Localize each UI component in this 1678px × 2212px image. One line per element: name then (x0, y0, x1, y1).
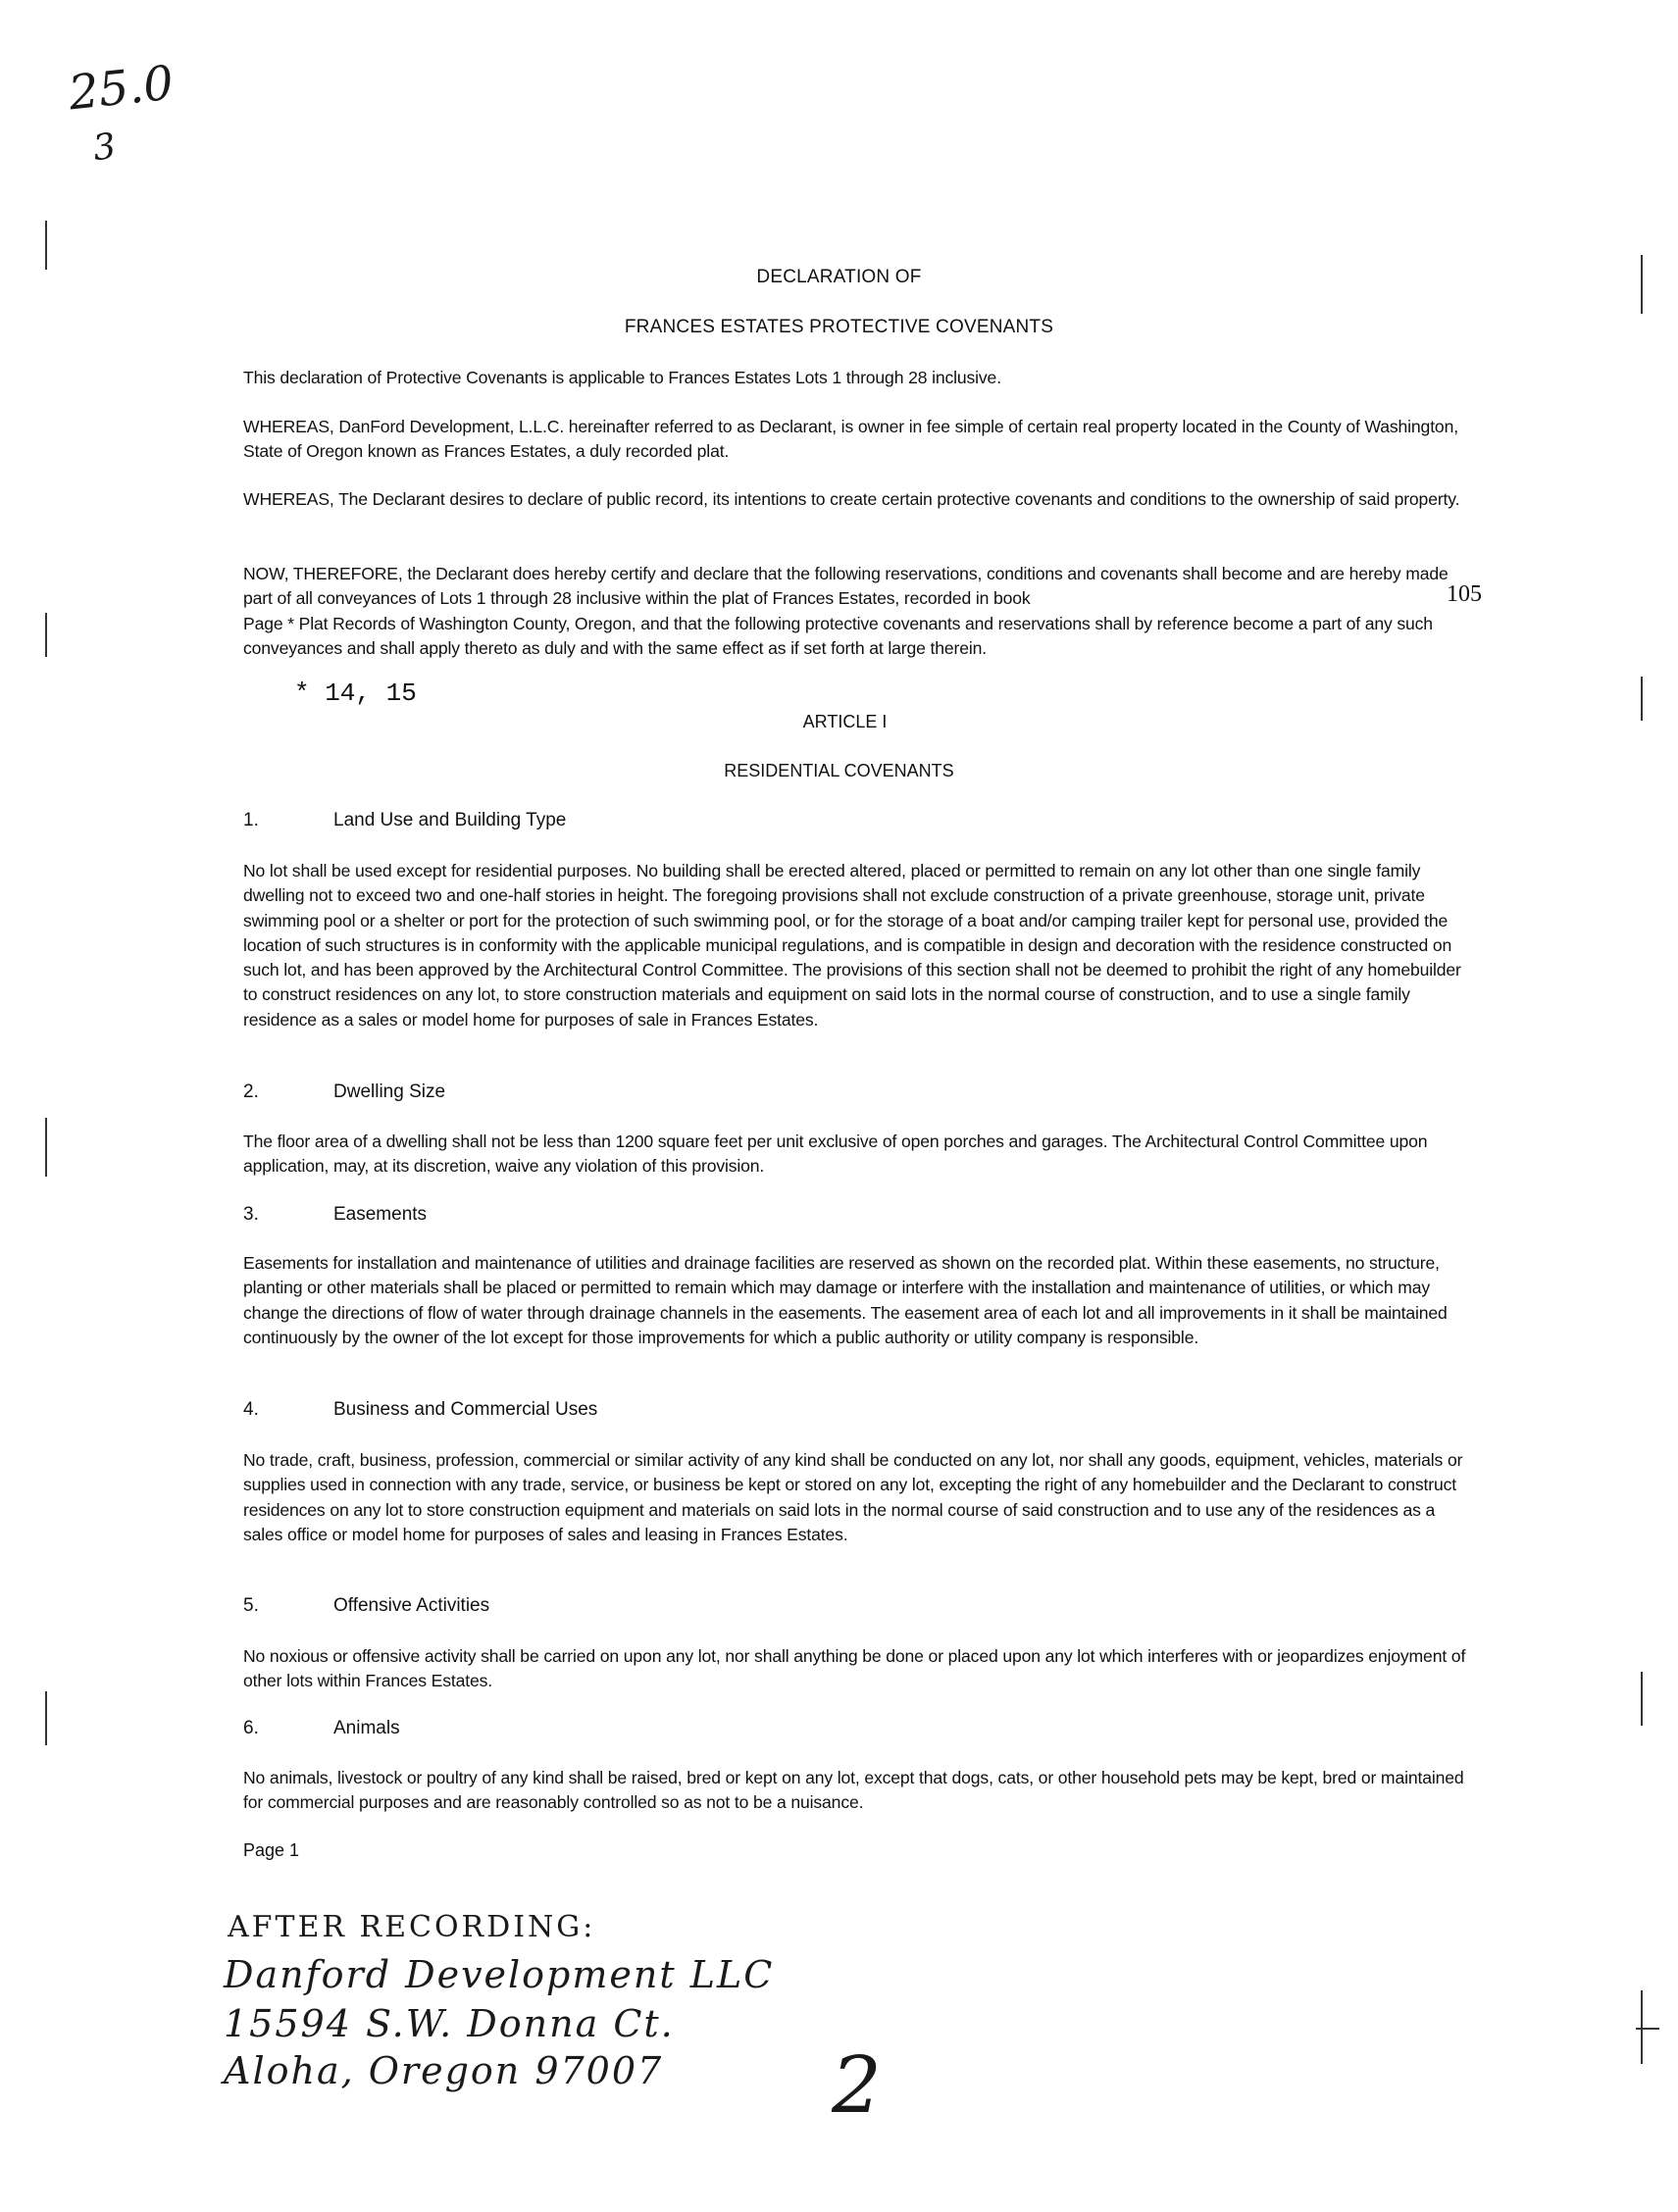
scan-mark-left-1 (45, 221, 47, 270)
plat-book-number: 105 (1447, 581, 1482, 607)
section-number: 5. (243, 1595, 259, 1616)
now-therefore-paragraph-cont: Page * Plat Records of Washington County, Oregon, and that the following protective covenants and reservations shall by reference become a part of any such conveyances and shall apply thereto as duly and with the same effect as if set forth at large therein. (243, 614, 1433, 659)
section-body: No noxious or offensive activity shall be carried on upon any lot, nor shall anything be done or placed upon any lot which interferes with or jeopardizes enjoyment of other lots within Frances Estates. (243, 1646, 1466, 1691)
section-number: 3. (243, 1204, 259, 1225)
article-title: RESIDENTIAL COVENANTS (724, 761, 954, 780)
plat-page-note: * 14, 15 (294, 679, 417, 708)
document-title-line1: DECLARATION OF (756, 267, 922, 287)
whereas-paragraph-2: WHEREAS, The Declarant desires to declare of public record, its intentions to create certain protective covenants and conditions to the ownership of said property. (243, 489, 1460, 509)
section-number: 4. (243, 1399, 259, 1420)
article-label: ARTICLE I (802, 712, 888, 731)
handwritten-fee-note-2: 3 (90, 126, 119, 170)
section-title: Easements (333, 1204, 428, 1225)
scan-mark-left-3 (45, 1118, 47, 1177)
section-title: Dwelling Size (333, 1081, 446, 1102)
applicability-paragraph: This declaration of Protective Covenants is applicable to Frances Estates Lots 1 through 28 inclusive. (243, 368, 1001, 387)
section-title: Animals (333, 1718, 400, 1738)
after-recording-company: Danford Development LLC (224, 1953, 775, 1996)
section-body: No trade, craft, business, profession, commercial or similar activity of any kind shall be conducted on any lot, nor shall any goods, equipment, vehicles, materials or supplies used in connection with any trade, service, or business be kept or stored on any lot, excepting the right of any homebuilder and the Declarant to construct residences on any lot to store construction equipment and materials on said lots in the normal course of said construction and to use any of the residences as a sales office or model home for purposes of sales and leasing in Frances Estates. (243, 1450, 1463, 1544)
page-label: Page 1 (243, 1840, 300, 1860)
scan-mark-right-3 (1641, 1672, 1643, 1726)
after-recording-heading: AFTER RECORDING: (228, 1910, 596, 1944)
after-recording-street: 15594 S.W. Donna Ct. (224, 2002, 675, 2045)
section-number: 6. (243, 1718, 259, 1738)
now-therefore-paragraph: NOW, THEREFORE, the Declarant does hereby certify and declare that the following reservations, conditions and covenants shall become and are hereby made part of all conveyances of Lots 1 through 28 inclusive within the plat of Frances Estates, recorded in book (243, 564, 1449, 609)
section-title: Offensive Activities (333, 1595, 490, 1616)
handwritten-fee-note: 25.0 (66, 55, 177, 122)
scan-mark-left-4 (45, 1691, 47, 1745)
section-body: No lot shall be used except for residential purposes. No building shall be erected altered, placed or permitted to remain on any lot other than one single family dwelling not to exceed two and one-half stories in height. The foregoing provisions shall not exclude construction of a private greenhouse, storage unit, private swimming pool or a shelter or port for the protection of such swimming pool, or for the storage of a boat and/or camping trailer kept for personal use, provided the location of such structures is in conformity with the applicable municipal regulations, and is compatible in design and decoration with the residence constructed on such lot, and has been approved by the Architectural Control Committee. The provisions of this section shall not be deemed to prohibit the right of any homebuilder to construct residences on any lot, to store construction materials and equipment on said lots in the normal course of construction, and to use a single family residence as a sales or model home for purposes of sale in Frances Estates. (243, 861, 1461, 1030)
section-number: 1. (243, 810, 259, 830)
section-body: Easements for installation and maintenance of utilities and drainage facilities are reserved as shown on the recorded plat. Within these easements, no structure, planting or other materials shall be placed or permitted to remain which may damage or interfere with the installation and maintenance of utilities, or which may change the directions of flow of water through drainage channels in the easements. The easement area of each lot and all improvements in it shall be maintained continuously by the owner of the lot except for those improvements for which a public authority or utility company is responsible. (243, 1253, 1448, 1347)
scan-mark-right-dash (1636, 2028, 1659, 2030)
section-body: No animals, livestock or poultry of any kind shall be raised, bred or kept on any lot, except that dogs, cats, or other household pets may be kept, bred or maintained for commercial purposes and are reasonably controlled so as not to be a nuisance. (243, 1768, 1464, 1813)
scan-mark-left-2 (45, 613, 47, 657)
section-title: Land Use and Building Type (333, 810, 567, 830)
handwritten-page-number: 2 (832, 2039, 882, 2131)
document-title-line2: FRANCES ESTATES PROTECTIVE COVENANTS (624, 317, 1054, 337)
section-body: The floor area of a dwelling shall not be less than 1200 square feet per unit exclusive of open porches and garages. The Architectural Control Committee upon application, may, at its discretion, waive any violation of this provision. (243, 1131, 1428, 1177)
whereas-paragraph-1: WHEREAS, DanFord Development, L.L.C. hereinafter referred to as Declarant, is owner in fee simple of certain real property located in the County of Washington, State of Oregon known as Frances Estates, a duly recorded plat. (243, 417, 1458, 462)
section-number: 2. (243, 1081, 259, 1102)
section-title: Business and Commercial Uses (333, 1399, 598, 1420)
after-recording-city: Aloha, Oregon 97007 (224, 2049, 664, 2092)
